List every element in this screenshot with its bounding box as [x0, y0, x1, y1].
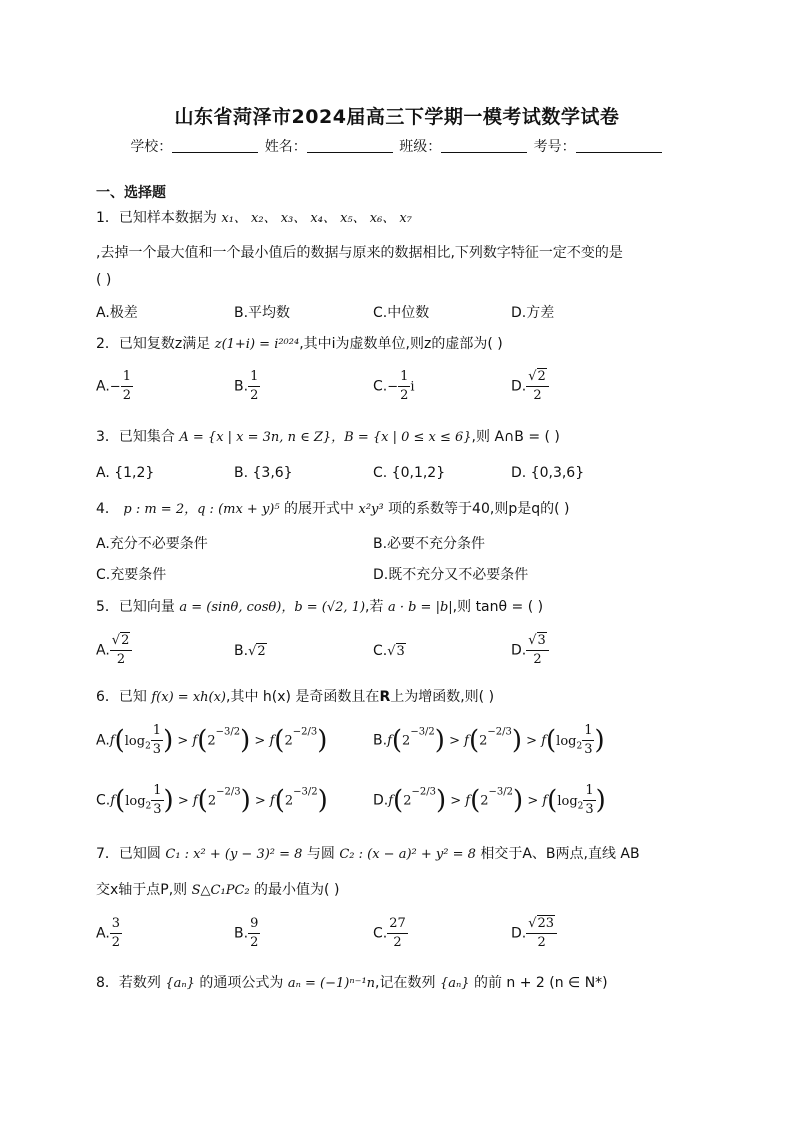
q1-option-a[interactable]: A.极差 — [96, 305, 138, 321]
q5-option-d[interactable]: D. $\frac{√3}{2}$ — [511, 632, 549, 669]
q1-line2: ,去掉一个最大值和一个最小值后的数据与原来的数据相比,下列数字特征一定不变的是 — [96, 245, 623, 261]
q3-stem: 3．已知集合 A = {x | x = 3n, n ∈ Z}，B = {x | 0 ≤ x ≤ 6},则 A∩B = ( ) — [96, 429, 560, 445]
q7-option-d[interactable]: D. $\frac{√23}{2}$ — [511, 915, 557, 952]
q4-option-a[interactable]: A.充分不必要条件 — [96, 536, 208, 552]
q5-expr: a = (sinθ, cosθ)，b = (√2, 1) — [179, 600, 366, 615]
q7-circle1: C₁ : x² + (y − 3)² = 8 — [165, 847, 303, 862]
school-blank[interactable] — [172, 138, 258, 153]
q4-stem: 4． p : m = 2，q : (mx + y)⁵ 的展开式中 x²y³ 项的系数等于40,则p是q的( ) — [96, 501, 570, 517]
q5-option-a[interactable]: A. $\frac{√2}{2}$ — [96, 632, 132, 669]
q5-option-c[interactable]: C.√3 — [373, 643, 405, 659]
q6-stem: 6．已知 f(x) = xh(x),其中 h(x) 是奇函数且在R上为增函数,则( ) — [96, 689, 495, 705]
q5-stem: 5．已知向量 a = (sinθ, cosθ)，b = (√2, 1),若 a · b = |b|,则 tanθ = ( ) — [96, 599, 544, 615]
q2-c-fraction: $\frac{1}{2}$ — [400, 369, 409, 403]
q2-option-b[interactable]: B. $\frac{1}{2}$ — [234, 369, 259, 403]
q7-option-a[interactable]: A. $\frac{3}{2}$ — [96, 916, 121, 950]
q4-term: x²y³ — [358, 502, 384, 517]
q3-option-d[interactable]: D. {0,3,6} — [511, 465, 585, 481]
q4-expr: p : m = 2，q : (mx + y)⁵ — [123, 502, 280, 517]
q6-expr: f(x) = xh(x) — [151, 690, 226, 705]
q1-option-b[interactable]: B.平均数 — [234, 305, 291, 321]
q5-a-fraction: $\frac{√2}{2}$ — [110, 632, 133, 669]
q7-option-c[interactable]: C. $\frac{27}{2}$ — [373, 916, 406, 950]
exam-no-label: 考号： — [533, 139, 576, 155]
class-blank[interactable] — [441, 138, 527, 153]
q2-option-c[interactable]: C.− $\frac{1}{2}$ i — [373, 369, 415, 403]
q1-vars: x₁、 x₂、 x₃、 x₄、 x₅、 x₆、 x₇ — [221, 211, 412, 226]
q3-option-a[interactable]: A. {1,2} — [96, 465, 155, 481]
q6-option-d[interactable]: $D.f(2^{-2/3}) > f(2^{-3/2}) > f(\log_2$ $\frac{1}{3}$ ) — [373, 783, 606, 817]
q1-option-d[interactable]: D.方差 — [511, 305, 555, 321]
q4-option-b[interactable]: B.必要不充分条件 — [373, 536, 486, 552]
q2-b-fraction: $\frac{1}{2}$ — [250, 369, 259, 403]
q5-option-b[interactable]: B.√2 — [234, 643, 266, 659]
q6-option-b[interactable]: $B.f(2^{-3/2}) > f(2^{-2/3}) > f(\log_2$ $\frac{1}{3}$ ) — [373, 723, 605, 757]
q1-option-c[interactable]: C.中位数 — [373, 305, 430, 321]
page-title: 山东省菏泽市2024届高三下学期一模考试数学试卷 — [174, 106, 620, 128]
exam-no-blank[interactable] — [576, 138, 662, 153]
q7-area: S△C₁PC₂ — [191, 883, 250, 898]
student-info-row — [0, 136, 794, 156]
q3-expr: A = {x | x = 3n, n ∈ Z}，B = {x | 0 ≤ x ≤ 6} — [179, 430, 472, 445]
name-blank[interactable] — [307, 138, 393, 153]
q2-stem: 2．已知复数z满足 z(1+i) = i²⁰²⁴,其中i为虚数单位,则z的虚部为( ) — [96, 336, 503, 352]
q7-stem: 7．已知圆 C₁ : x² + (y − 3)² = 8 与圆 C₂ : (x − a)² + y² = 8 相交于A、B两点,直线 AB — [96, 846, 640, 862]
q8-formula: aₙ = (−1)ⁿ⁻¹n — [287, 976, 376, 991]
q1-stem: 1．已知样本数据为 x₁、 x₂、 x₃、 x₄、 x₅、 x₆、 x₇ — [96, 210, 412, 226]
q6-option-a[interactable]: $A.f(\log_2$ $\frac{1}{3}$ ) > $f(2^{-3/2}) > f(2^{-2/3})$ — [96, 723, 328, 757]
q2-option-a[interactable]: A.− $\frac{1}{2}$ — [96, 369, 131, 403]
q2-a-fraction: $\frac{1}{2}$ — [122, 369, 131, 403]
q2-expr: z(1+i) = i²⁰²⁴ — [214, 337, 300, 352]
q5-cond: a · b = |b| — [387, 600, 453, 615]
q7-circle2: C₂ : (x − a)² + y² = 8 — [339, 847, 476, 862]
q6-option-c[interactable]: $C.f(\log_2$ $\frac{1}{3}$ ) > $f(2^{-2/3}) > f(2^{-3/2})$ — [96, 783, 328, 817]
q7-option-b[interactable]: B. $\frac{9}{2}$ — [234, 916, 259, 950]
q2-d-fraction: $\frac{√2}{2}$ — [526, 368, 549, 405]
q5-d-fraction: $\frac{√3}{2}$ — [526, 632, 549, 669]
class-label: 班级： — [399, 139, 442, 155]
school-label: 学校： — [130, 139, 173, 155]
q8-stem: 8．若数列 {aₙ} 的通项公式为 aₙ = (−1)ⁿ⁻¹n,记在数列 {aₙ} 的前 n + 2 (n ∈ N*) — [96, 975, 608, 991]
q4-option-d[interactable]: D.既不充分又不必要条件 — [373, 567, 529, 583]
name-label: 姓名： — [264, 139, 307, 155]
q3-option-c[interactable]: C. {0,1,2} — [373, 465, 446, 481]
q7-line2: 交x轴于点P,则 S△C₁PC₂ 的最小值为( ) — [96, 882, 340, 898]
q8-seq: {aₙ} — [165, 976, 195, 991]
q8-seq-2: {aₙ} — [439, 976, 470, 991]
q2-option-d[interactable]: D. $\frac{√2}{2}$ — [511, 368, 549, 405]
q4-option-c[interactable]: C.充要条件 — [96, 567, 167, 583]
q3-option-b[interactable]: B. {3,6} — [234, 465, 293, 481]
q1-line3: ( ) — [96, 272, 112, 288]
section-heading: 一、选择题 — [96, 185, 166, 201]
